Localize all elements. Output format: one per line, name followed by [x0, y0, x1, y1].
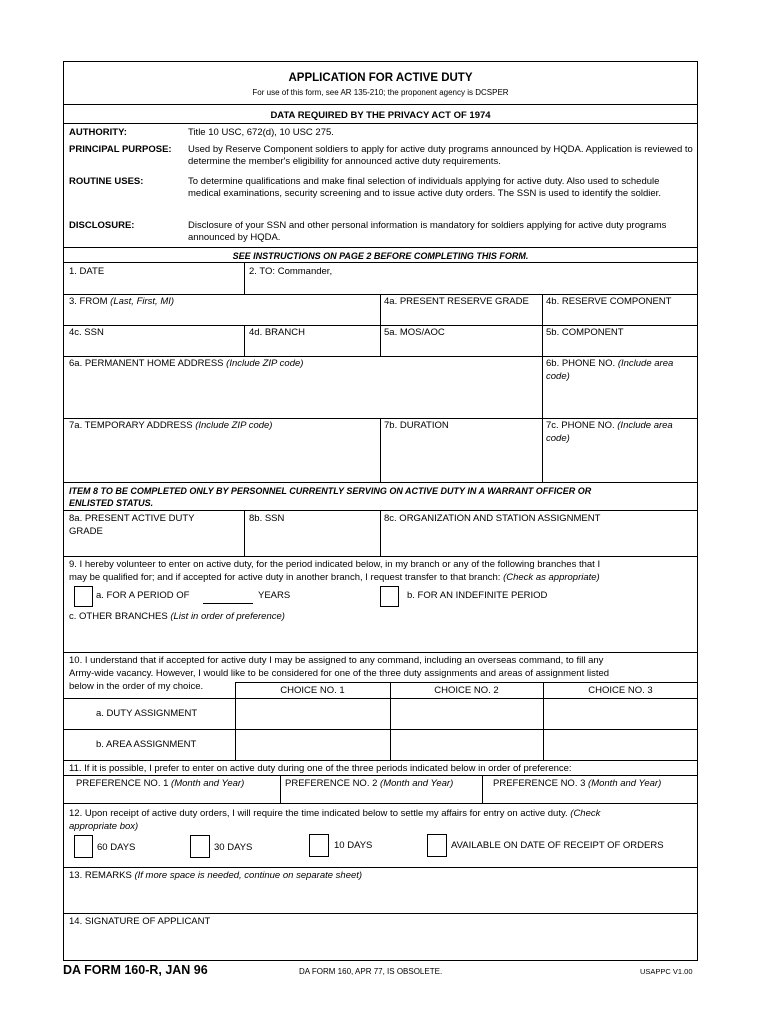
years-label: YEARS: [258, 590, 291, 601]
disclosure-label: DISCLOSURE:: [69, 220, 135, 231]
item8-heading: ITEM 8 TO BE COMPLETED ONLY BY PERSONNEL CURRENTLY SERVING ON ACTIVE DUTY IN A WARRANT OFFICER OR: [69, 486, 592, 496]
routine-label: ROUTINE USES:: [69, 176, 144, 187]
indefinite-label: b. FOR AN INDEFINITE PERIOD: [407, 590, 548, 601]
remarks-field[interactable]: [64, 883, 697, 912]
30-days-checkbox[interactable]: [190, 835, 210, 858]
routine-text: To determine qualifications and make final selection of individuals applying for active duty. Also used to schedule medical examinations, security screening and to issue active duty orders. The SSN is used to identify the soldier.: [188, 176, 661, 199]
area-choice-3[interactable]: [544, 730, 697, 759]
60-days-checkbox[interactable]: [74, 835, 93, 858]
permanent-phone-label: 6b. PHONE NO. (Include area: [546, 358, 674, 369]
form-subtitle: For use of this form, see AR 135-210; the proponent agency is DCSPER: [252, 88, 509, 97]
temporary-phone-label: 7c. PHONE NO. (Include area: [546, 420, 673, 431]
item12-text: 12. Upon receipt of active duty orders, I will require the time indicated below to settle my affairs for entry on active duty. (Check: [69, 808, 601, 819]
permanent-address-label: 6a. PERMANENT HOME ADDRESS (Include ZIP code): [69, 358, 304, 369]
remarks-label: 13. REMARKS (If more space is needed, continue on separate sheet): [69, 870, 363, 881]
organization-label: 8c. ORGANIZATION AND STATION ASSIGNMENT: [384, 513, 601, 524]
authority-text: Title 10 USC, 672(d), 10 USC 275.: [188, 127, 334, 138]
item11-text: 11. If it is possible, I prefer to enter on active duty during one of the three periods indicated below in order of preference:: [69, 763, 572, 774]
10-days-checkbox[interactable]: [309, 834, 329, 857]
version-label: USAPPC V1.00: [640, 967, 693, 976]
item10-text-2: Army-wide vacancy. However, I would like to be considered for one of the three duty assignments and areas of assignment listed: [69, 668, 610, 679]
indefinite-checkbox[interactable]: [380, 586, 399, 607]
preference-2-label: PREFERENCE NO. 2 (Month and Year): [285, 778, 454, 789]
item10-text-3: below in the order of my choice.: [69, 681, 204, 692]
duration-label: 7b. DURATION: [384, 420, 449, 431]
duty-choice-3[interactable]: [544, 699, 697, 728]
choice-1-header: CHOICE NO. 1: [280, 685, 345, 696]
item9-text: 9. I hereby volunteer to enter on active duty, for the period indicated below, in my branch or any of the following branches that I: [69, 559, 601, 570]
instructions-note: SEE INSTRUCTIONS ON PAGE 2 BEFORE COMPLETING THIS FORM.: [232, 251, 529, 261]
item8-heading-2: ENLISTED STATUS.: [69, 498, 154, 508]
reserve-component-label: 4b. RESERVE COMPONENT: [546, 296, 672, 307]
active-grade-label-2: GRADE: [69, 526, 103, 537]
other-branches-label: c. OTHER BRANCHES (List in order of preference): [69, 611, 285, 622]
years-input-line[interactable]: [203, 603, 253, 604]
duty-choice-2[interactable]: [391, 699, 542, 728]
preference-1-label: PREFERENCE NO. 1 (Month and Year): [76, 778, 245, 789]
available-checkbox[interactable]: [427, 834, 447, 857]
duty-choice-1[interactable]: [236, 699, 389, 728]
permanent-phone-hint: code): [546, 371, 570, 382]
area-assignment-label: b. AREA ASSIGNMENT: [96, 739, 197, 750]
authority-label: AUTHORITY:: [69, 127, 127, 138]
purpose-label: PRINCIPAL PURPOSE:: [69, 144, 172, 155]
form-title: APPLICATION FOR ACTIVE DUTY: [288, 72, 473, 84]
to-label: 2. TO: Commander,: [249, 266, 333, 277]
item12-hint: appropriate box): [69, 821, 139, 832]
preference-3-label: PREFERENCE NO. 3 (Month and Year): [493, 778, 662, 789]
item9-text-2: may be qualified for; and if accepted for active duty in another branch, I request transfer to that branch: (Check as appropriate): [69, 572, 600, 583]
duty-assignment-label: a. DUTY ASSIGNMENT: [96, 708, 198, 719]
date-label: 1. DATE: [69, 266, 105, 277]
reserve-grade-label: 4a. PRESENT RESERVE GRADE: [384, 296, 529, 307]
signature-field[interactable]: [64, 929, 697, 959]
purpose-text: Used by Reserve Component soldiers to apply for active duty programs announced by HQDA. Application is reviewed to determine the member's eligibility for announced active duty requirements.: [188, 144, 693, 167]
signature-label: 14. SIGNATURE OF APPLICANT: [69, 916, 211, 927]
from-label: 3. FROM (Last, First, MI): [69, 296, 175, 307]
area-choice-1[interactable]: [236, 730, 389, 759]
mos-label: 5a. MOS/AOC: [384, 327, 445, 338]
area-choice-2[interactable]: [391, 730, 542, 759]
30-days-label: 30 DAYS: [214, 842, 253, 853]
ssn-label: 4c. SSN: [69, 327, 104, 338]
available-label: AVAILABLE ON DATE OF RECEIPT OF ORDERS: [451, 840, 664, 851]
choice-3-header: CHOICE NO. 3: [588, 685, 653, 696]
active-grade-label: 8a. PRESENT ACTIVE DUTY: [69, 513, 195, 524]
form-id: DA FORM 160-R, JAN 96: [63, 963, 208, 977]
privacy-heading: DATA REQUIRED BY THE PRIVACY ACT OF 1974: [270, 110, 491, 121]
item10-text: 10. I understand that if accepted for active duty I may be assigned to any command, including an overseas command, to fill any: [69, 655, 604, 666]
obsolete-note: DA FORM 160, APR 77, IS OBSOLETE.: [299, 967, 443, 976]
60-days-label: 60 DAYS: [97, 842, 136, 853]
temporary-address-label: 7a. TEMPORARY ADDRESS (Include ZIP code): [69, 420, 273, 431]
temporary-phone-hint: code): [546, 433, 570, 444]
component-5b-label: 5b. COMPONENT: [546, 327, 624, 338]
period-checkbox[interactable]: [74, 586, 93, 607]
to-value: Commander,: [277, 266, 333, 277]
period-label: a. FOR A PERIOD OF: [96, 590, 190, 601]
choice-2-header: CHOICE NO. 2: [434, 685, 499, 696]
disclosure-text: Disclosure of your SSN and other personal information is mandatory for soldiers applying for active duty programs announced by HQDA.: [188, 220, 667, 243]
active-ssn-label: 8b. SSN: [249, 513, 285, 524]
branch-label: 4d. BRANCH: [249, 327, 305, 338]
other-branches-field[interactable]: [64, 624, 697, 651]
10-days-label: 10 DAYS: [334, 840, 373, 851]
